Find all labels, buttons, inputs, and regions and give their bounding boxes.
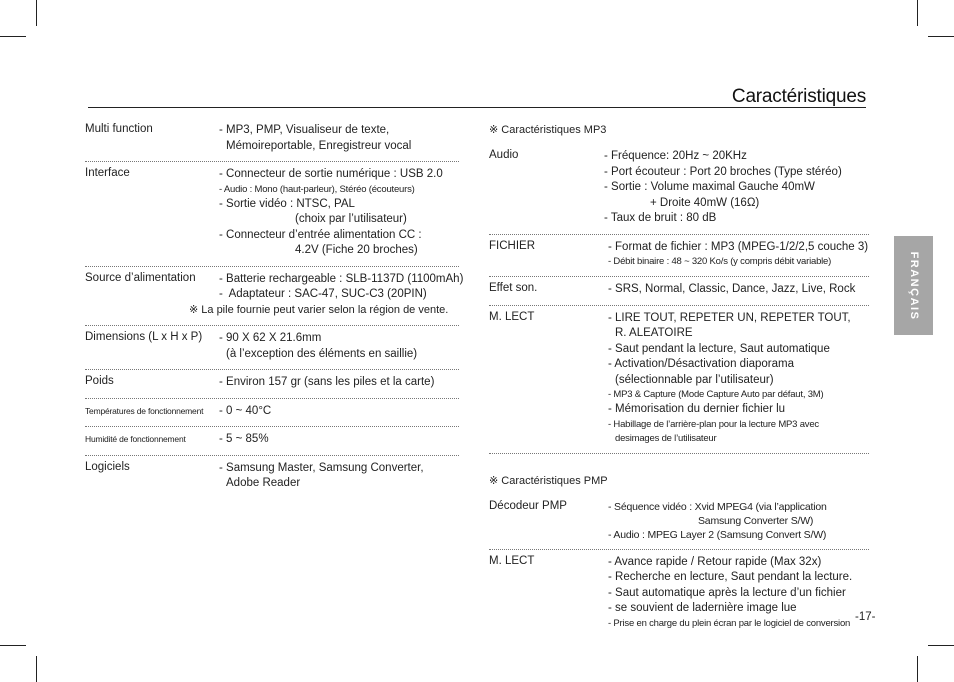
spec-value: + Droite 40mW (16Ω) bbox=[650, 196, 760, 209]
spec-value: - Connecteur de sortie numérique : USB 2.0 bbox=[219, 168, 443, 180]
spec-value: Mémoireportable, Enregistreur vocal bbox=[226, 139, 412, 152]
spec-value: - MP3, PMP, Visualiseur de texte, bbox=[219, 124, 390, 136]
page-number: -17- bbox=[855, 611, 876, 623]
spec-row-sound-effect bbox=[489, 277, 869, 306]
spec-note: ※ La pile fournie peut varier selon la région de vente. bbox=[189, 303, 449, 316]
media-specs-column bbox=[489, 118, 869, 638]
spec-row-play-mode-pmp bbox=[489, 550, 869, 638]
spec-value: - SRS, Normal, Classic, Dance, Jazz, Live, Rock bbox=[608, 283, 856, 295]
spec-label: Poids bbox=[85, 375, 114, 387]
spec-value: - Séquence vidéo : Xvid MPEG4 (via l’application bbox=[608, 500, 827, 513]
spec-label: Décodeur PMP bbox=[489, 499, 567, 512]
spec-row-file bbox=[489, 235, 869, 278]
title-divider bbox=[88, 107, 866, 108]
crop-mark bbox=[0, 645, 26, 646]
spec-label: Logiciels bbox=[85, 460, 130, 473]
spec-value: - Taux de bruit : 80 dB bbox=[604, 212, 717, 224]
spec-value: - Avance rapide / Retour rapide (Max 32x) bbox=[608, 555, 822, 568]
spec-value: - Environ 157 gr (sans les piles et la carte) bbox=[219, 376, 435, 388]
spec-value: - Activation/Désactivation diaporama bbox=[608, 358, 795, 370]
spec-value: (à l’exception des éléments en saillie) bbox=[226, 347, 418, 360]
general-specs-column bbox=[85, 118, 464, 499]
spec-row-dimensions bbox=[85, 326, 459, 370]
spec-row-multi-function bbox=[85, 118, 459, 162]
spec-label: Effet son. bbox=[489, 282, 538, 294]
spec-row-weight bbox=[85, 370, 459, 399]
crop-mark bbox=[917, 0, 918, 26]
spec-label: Audio bbox=[489, 149, 519, 161]
spec-value: 4.2V (Fiche 20 broches) bbox=[295, 244, 418, 256]
spec-label: Humidité de fonctionnement bbox=[85, 434, 186, 444]
spec-value: - Audio : MPEG Layer 2 (Samsung Convert S/W) bbox=[608, 528, 827, 541]
spec-row-software bbox=[85, 456, 459, 499]
spec-value: - Audio : Mono (haut-parleur), Stéréo (écouteurs) bbox=[219, 183, 415, 195]
spec-label: M. LECT bbox=[489, 554, 535, 567]
spec-label: M. LECT bbox=[489, 310, 535, 323]
mp3-section-heading: ※ Caractéristiques MP3 bbox=[489, 124, 607, 136]
spec-value: - Batterie rechargeable : SLB-1137D (1100mAh) bbox=[219, 272, 464, 285]
spec-value: - Habillage de l’arrière-plan pour la lecture MP3 avec bbox=[608, 418, 819, 430]
spec-value: - Samsung Master, Samsung Converter, bbox=[219, 461, 424, 474]
crop-mark bbox=[0, 36, 26, 37]
crop-mark bbox=[917, 656, 918, 682]
spec-value: - Sortie vidéo : NTSC, PAL bbox=[219, 197, 355, 210]
crop-mark bbox=[928, 36, 954, 37]
spec-row-interface bbox=[85, 162, 459, 267]
spec-value: - Fréquence: 20Hz ~ 20KHz bbox=[604, 150, 747, 162]
spec-value: - 90 X 62 X 21.6mm bbox=[219, 332, 322, 344]
spec-value: desimages de l’utilisateur bbox=[615, 432, 717, 444]
crop-mark bbox=[36, 656, 37, 682]
spec-label: FICHIER bbox=[489, 239, 535, 252]
spec-row-power-source bbox=[85, 267, 464, 327]
spec-label: Températures de fonctionnement bbox=[85, 405, 204, 416]
spec-row-pmp-decoder bbox=[489, 495, 869, 550]
spec-value: (choix par l’utilisateur) bbox=[295, 213, 407, 225]
spec-value: - Saut pendant la lecture, Saut automatique bbox=[608, 342, 830, 355]
spec-value: - 5 ~ 85% bbox=[219, 433, 269, 445]
spec-row-operating-humidity bbox=[85, 427, 459, 456]
spec-value: Samsung Converter S/W) bbox=[698, 514, 814, 527]
spec-value: - Prise en charge du plein écran par le logiciel de conversion bbox=[608, 617, 851, 629]
pmp-section-heading: ※ Caractéristiques PMP bbox=[489, 474, 608, 487]
spec-value: - Recherche en lecture, Saut pendant la lecture. bbox=[608, 571, 853, 583]
language-tab bbox=[894, 236, 933, 335]
language-tab-label: FRANÇAIS bbox=[907, 251, 920, 320]
spec-value: - se souvient de ladernière image lue bbox=[608, 602, 797, 614]
spec-value: - Sortie : Volume maximal Gauche 40mW bbox=[604, 181, 815, 193]
spec-row-audio bbox=[489, 144, 869, 235]
spec-value: Adobe Reader bbox=[226, 477, 301, 489]
spec-value: - Connecteur d’entrée alimentation CC : bbox=[219, 228, 422, 241]
spec-label: Source d’alimentation bbox=[85, 271, 196, 284]
spec-label: Dimensions (L x H x P) bbox=[85, 331, 203, 343]
spec-label: Interface bbox=[85, 167, 130, 179]
crop-mark bbox=[36, 0, 37, 26]
spec-row-operating-temperature bbox=[85, 399, 459, 428]
spec-value: - Adaptateur : SAC-47, SUC-C3 (20PIN) bbox=[219, 288, 427, 300]
spec-label: Multi function bbox=[85, 123, 153, 135]
spec-value: - MP3 & Capture (Mode Capture Auto par défaut, 3M) bbox=[608, 389, 824, 400]
spec-row-play-mode-mp3 bbox=[489, 306, 869, 454]
spec-value: - Port écouteur : Port 20 broches (Type stéréo) bbox=[604, 165, 842, 178]
spec-value: R. ALEATOIRE bbox=[615, 327, 693, 339]
page-title: Caractéristiques bbox=[731, 86, 866, 107]
spec-value: - Format de fichier : MP3 (MPEG-1/2/2,5 couche 3) bbox=[608, 240, 869, 253]
spec-value: - Débit binaire : 48 ~ 320 Ko/s (y compris débit variable) bbox=[608, 256, 832, 267]
crop-mark bbox=[928, 645, 954, 646]
spec-value: - Mémorisation du dernier fichier lu bbox=[608, 403, 786, 415]
spec-value: - Saut automatique après la lecture d’un fichier bbox=[608, 586, 846, 599]
spec-value: - 0 ~ 40°C bbox=[219, 404, 272, 417]
spec-value: (sélectionnable par l’utilisateur) bbox=[615, 373, 774, 386]
spec-value: - LIRE TOUT, REPETER UN, REPETER TOUT, bbox=[608, 311, 851, 324]
